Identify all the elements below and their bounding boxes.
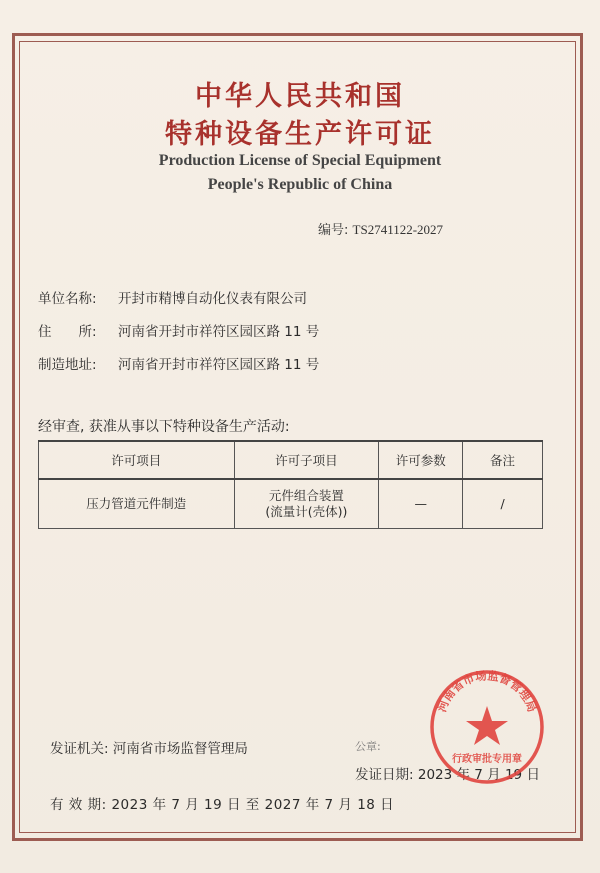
cell-item: 压力管道元件制造 bbox=[39, 479, 235, 529]
address-label: 住 所: bbox=[38, 324, 97, 340]
unit-label: 单位名称: bbox=[38, 291, 97, 307]
address-value: 河南省开封市祥符区园区路 11 号 bbox=[118, 324, 320, 340]
license-table bbox=[38, 440, 543, 529]
serial-label: 编号: bbox=[318, 223, 349, 238]
issuer-value: 河南省市场监督管理局 bbox=[112, 741, 248, 757]
title-cn-line2: 特种设备生产许可证 bbox=[165, 119, 435, 150]
title-cn-line1: 中华人民共和国 bbox=[195, 81, 405, 112]
header-item: 许可项目 bbox=[39, 441, 235, 479]
seal-bottom-text: 行政审批专用章 bbox=[452, 754, 522, 765]
header-subitem: 许可子项目 bbox=[234, 441, 379, 479]
mfg-address-value: 河南省开封市祥符区园区路 11 号 bbox=[118, 357, 320, 373]
cell-subitem: 元件组合装置 (流量计(壳体)) bbox=[234, 479, 379, 529]
field-unit-name bbox=[38, 287, 307, 307]
issue-date-value: 2023 年 7 月 19 日 bbox=[417, 767, 540, 783]
header-remarks: 备注 bbox=[463, 441, 543, 479]
header-params: 许可参数 bbox=[379, 441, 463, 479]
serial-value: TS2741122-2027 bbox=[352, 222, 444, 237]
field-mfg-address bbox=[38, 353, 319, 373]
cell-params: — bbox=[379, 479, 463, 529]
approval-intro: 经审查, 获准从事以下特种设备生产活动: bbox=[38, 419, 290, 435]
issue-date-label: 发证日期: bbox=[355, 767, 414, 783]
official-seal-stamp bbox=[428, 668, 546, 786]
title-en-line1: Production License of Special Equipment bbox=[158, 152, 442, 169]
validity-label: 有 效 期: bbox=[50, 797, 107, 813]
validity-period bbox=[50, 793, 394, 813]
seal-label: 公章: bbox=[355, 740, 381, 753]
validity-value: 2023 年 7 月 19 日 至 2027 年 7 月 18 日 bbox=[111, 797, 395, 813]
serial-number bbox=[318, 219, 443, 238]
seal-star-icon bbox=[466, 706, 508, 745]
table-header-row bbox=[39, 441, 543, 479]
seal-arc-text: 河南省市场监督管理局 bbox=[434, 668, 540, 714]
issuer-label: 发证机关: bbox=[50, 741, 109, 757]
unit-value: 开封市精博自动化仪表有限公司 bbox=[118, 291, 307, 307]
field-address bbox=[38, 320, 319, 340]
cell-remarks: / bbox=[463, 479, 543, 529]
table-row bbox=[39, 479, 543, 529]
mfg-address-label: 制造地址: bbox=[38, 357, 97, 373]
title-en-line2: People's Republic of China bbox=[207, 176, 393, 193]
issuer bbox=[50, 737, 248, 757]
